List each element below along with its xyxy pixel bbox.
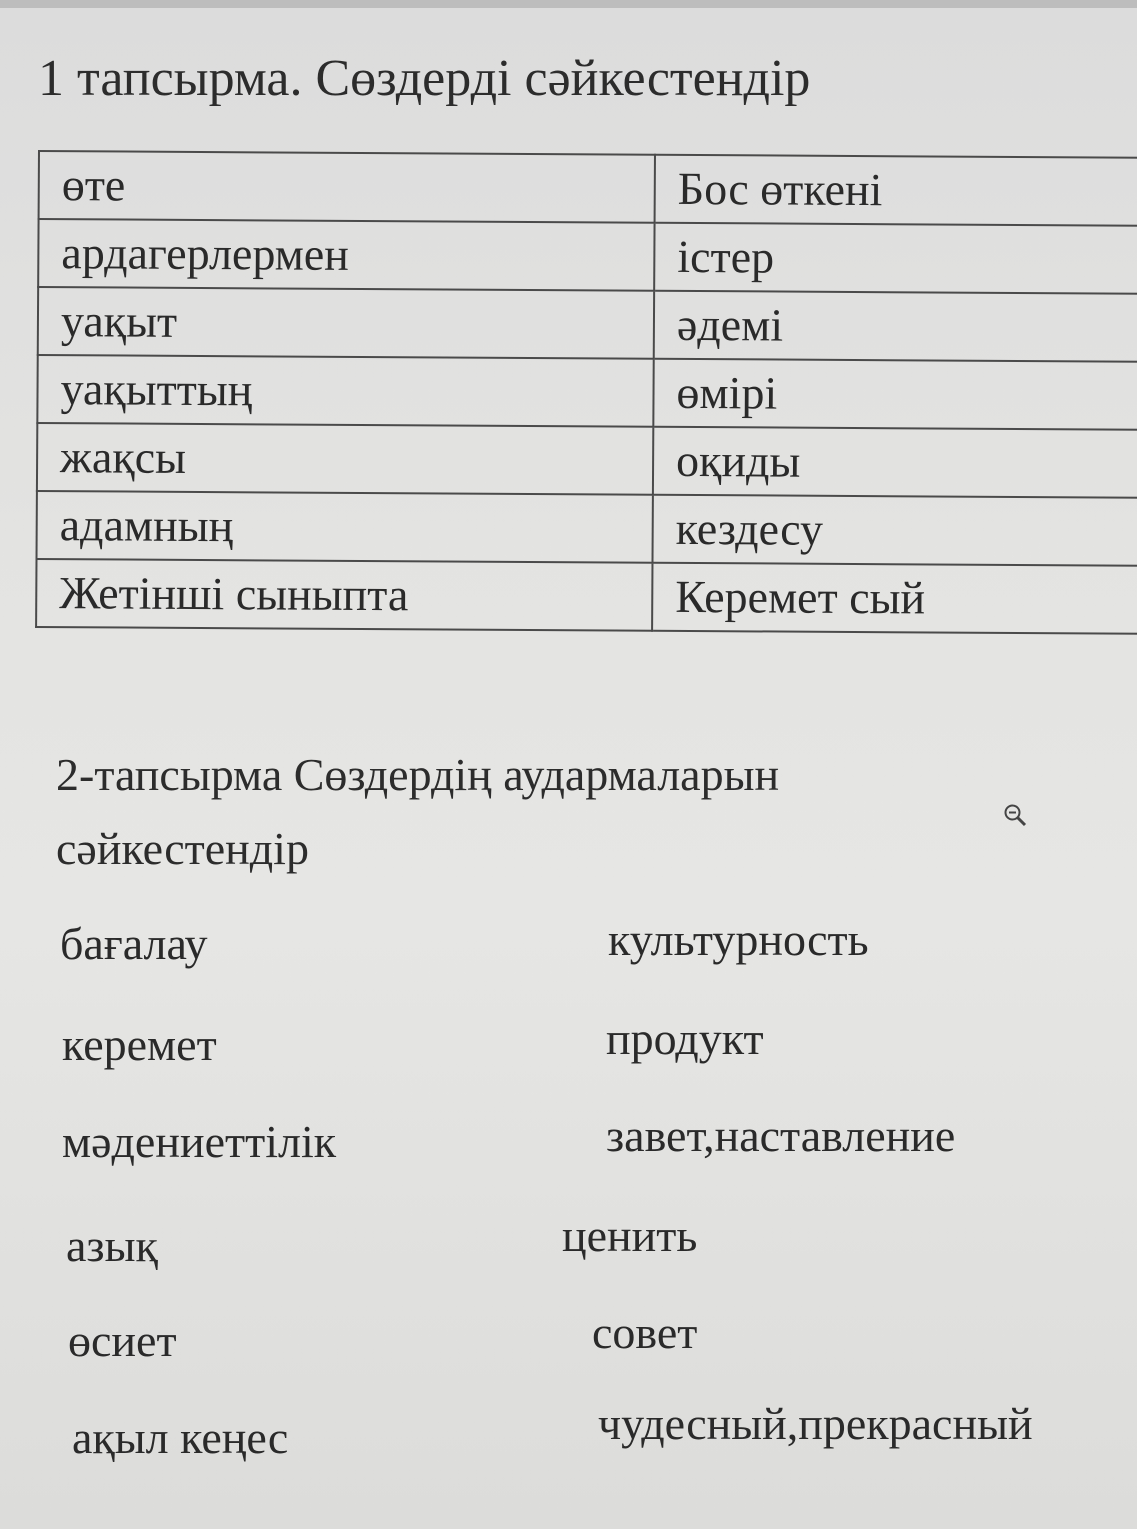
table-row — [36, 559, 1137, 634]
table-row — [37, 491, 1137, 566]
kazakh-word: керемет — [62, 1019, 217, 1070]
kazakh-word: бағалау — [60, 918, 208, 969]
task2-title-line1: 2-тапсырма Сөздердің аудармаларын — [56, 749, 780, 800]
russian-word: чудесный,прекрасный — [598, 1398, 1033, 1449]
table-cell-right: Бос өткені — [655, 155, 1137, 226]
table-row — [38, 219, 1137, 294]
kazakh-word: азық — [66, 1220, 158, 1271]
russian-word: совет — [592, 1307, 698, 1358]
table-cell-left: Жетінші сыныпта — [36, 559, 652, 631]
table-cell-right: Керемет сый — [652, 563, 1137, 634]
table-cell-left: жақсы — [37, 423, 653, 495]
kazakh-word: ақыл кеңес — [72, 1412, 289, 1463]
top-edge — [0, 0, 1137, 8]
table-row — [38, 287, 1137, 362]
table-row — [37, 423, 1137, 498]
table-cell-right: кездесу — [652, 495, 1137, 566]
table-cell-left: адамның — [37, 491, 653, 563]
table-cell-left: өте — [39, 151, 655, 223]
table-cell-right: өмірі — [653, 359, 1137, 430]
russian-word: продукт — [606, 1013, 764, 1064]
word-match-table — [35, 150, 1137, 635]
task2-title — [56, 738, 779, 886]
table-cell-right: әдемі — [654, 291, 1137, 362]
russian-word: культурность — [608, 914, 869, 965]
russian-word: ценить — [562, 1210, 698, 1261]
zoom-out-icon[interactable] — [1003, 803, 1027, 827]
table-cell-left: ардагерлермен — [38, 219, 654, 291]
table-row — [37, 355, 1137, 430]
kazakh-word: өсиет — [68, 1315, 177, 1366]
table-cell-right: оқиды — [653, 427, 1137, 498]
table-row — [39, 151, 1137, 226]
table-cell-left: уақыттың — [37, 355, 653, 427]
table-cell-right: істер — [654, 223, 1137, 294]
task1-title: 1 тапсырма. Сөздерді сәйкестендір — [38, 50, 811, 107]
task2-title-line2: сәйкестендір — [56, 823, 309, 874]
russian-word: завет,наставление — [606, 1110, 956, 1161]
kazakh-word: мәдениеттілік — [62, 1116, 337, 1167]
table-cell-left: уақыт — [38, 287, 654, 359]
